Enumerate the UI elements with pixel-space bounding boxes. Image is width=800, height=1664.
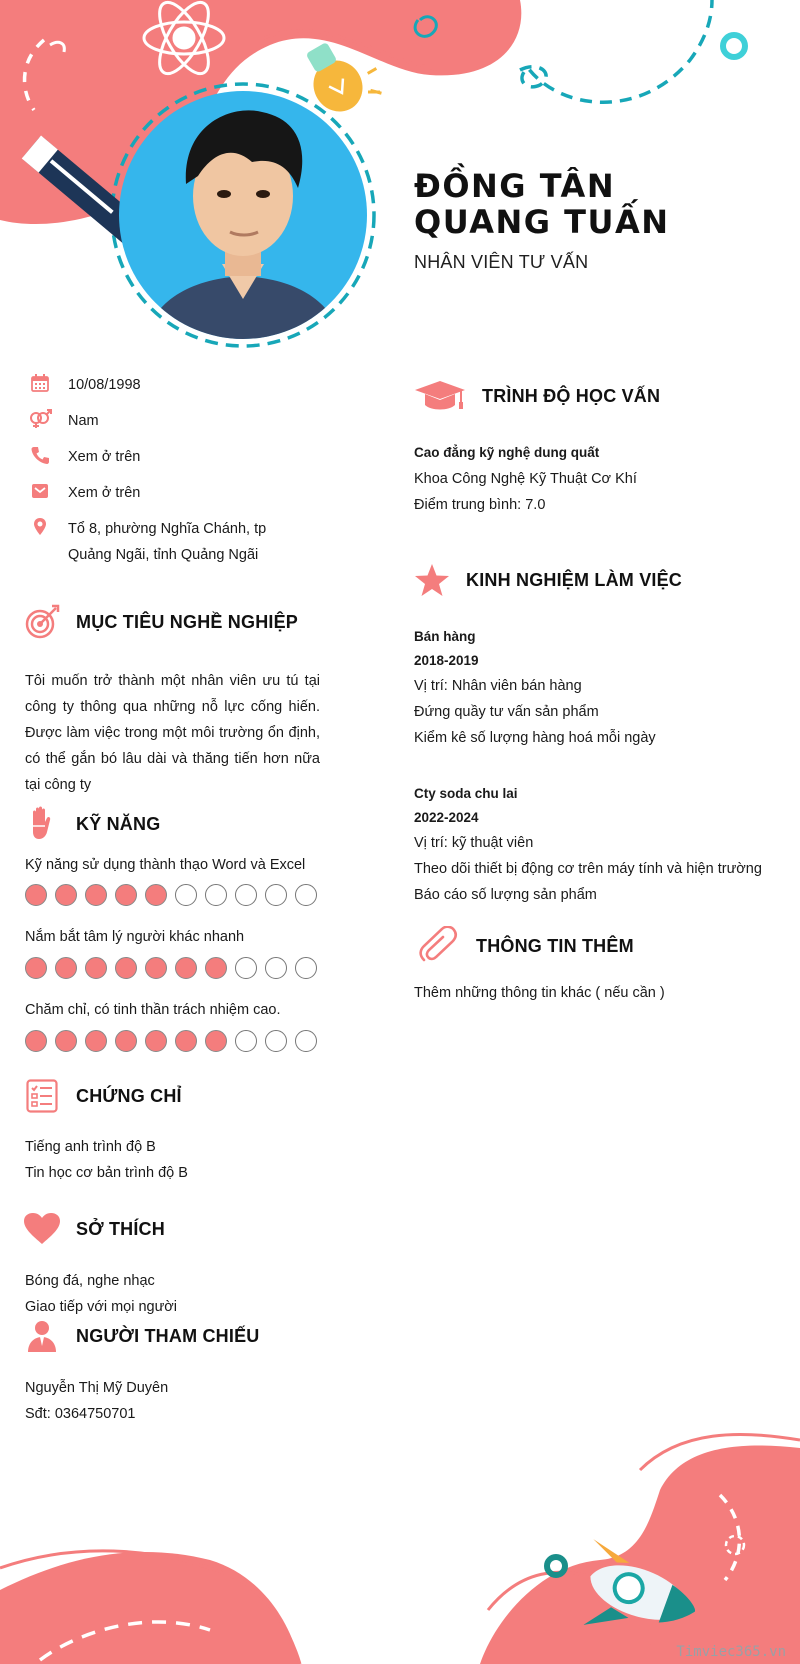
certificate-2: Tin học cơ bản trình độ B (25, 1165, 188, 1181)
education-school: Cao đẳng kỹ nghệ dung quất (414, 445, 600, 460)
info-address (28, 516, 328, 568)
job-1-duty-1: Đứng quầy tư vấn sản phẩm (414, 704, 599, 720)
star-icon (412, 562, 452, 598)
skill-label-2: Nắm bắt tâm lý người khác nhanh (25, 929, 245, 945)
job-1-period: 2018-2019 (414, 653, 479, 668)
target-icon (22, 604, 62, 640)
hand-icon (22, 806, 62, 842)
job-title: NHÂN VIÊN TƯ VẤN (414, 252, 589, 272)
references-header (22, 1318, 259, 1354)
calendar-icon (28, 372, 52, 394)
hobbies-heading: SỞ THÍCH (76, 1218, 165, 1239)
info-phone (28, 444, 328, 470)
rating-dot-empty (265, 884, 287, 906)
paperclip-icon (414, 928, 462, 964)
certificates-header (22, 1078, 182, 1114)
rating-dot-filled (115, 957, 137, 979)
rating-dot-filled (145, 884, 167, 906)
rating-dot-filled (55, 884, 77, 906)
job-1-duty-2: Kiểm kê số lượng hàng hoá mỗi ngày (414, 730, 656, 746)
objective-header (22, 604, 298, 640)
skill-label-3: Chăm chỉ, có tinh thần trách nhiệm cao. (25, 1002, 281, 1018)
checklist-icon (22, 1078, 62, 1114)
rating-dot-empty (265, 957, 287, 979)
skills-header (22, 806, 160, 842)
hobbies-header (22, 1211, 165, 1247)
graduation-cap-icon (412, 378, 468, 414)
gender-text: Nam (68, 413, 99, 429)
skill-rating-3 (25, 1030, 317, 1052)
job-2-duty-1: Theo dõi thiết bị động cơ trên máy tính và hiện trường (414, 861, 762, 877)
info-gender (28, 408, 328, 434)
rating-dot-filled (55, 1030, 77, 1052)
rating-dot-empty (295, 884, 317, 906)
objective-heading: MỤC TIÊU NGHỀ NGHIỆP (76, 611, 299, 632)
info-birthday (28, 372, 328, 398)
education-heading: TRÌNH ĐỘ HỌC VẤN (482, 385, 661, 406)
job-2-duty-2: Báo cáo số lượng sản phẩm (414, 887, 597, 903)
skills-heading: KỸ NĂNG (76, 813, 161, 834)
rating-dot-empty (235, 884, 257, 906)
person-icon (22, 1318, 62, 1354)
hobby-2: Giao tiếp với mọi người (25, 1299, 178, 1315)
rating-dot-filled (145, 1030, 167, 1052)
heart-icon (22, 1211, 62, 1247)
experience-header (412, 562, 682, 598)
rating-dot-filled (85, 957, 107, 979)
rating-dot-filled (25, 1030, 47, 1052)
education-header (412, 378, 660, 414)
address-text: Tổ 8, phường Nghĩa Chánh, tp Quảng Ngãi, tỉnh Quảng Ngãi (68, 521, 267, 563)
rating-dot-filled (205, 957, 227, 979)
job-1-position: Vị trí: Nhân viên bán hàng (414, 678, 582, 694)
extra-header (414, 928, 634, 964)
birthday-text: 10/08/1998 (68, 377, 141, 393)
rating-dot-empty (205, 884, 227, 906)
rating-dot-filled (85, 884, 107, 906)
rating-dot-filled (175, 1030, 197, 1052)
rating-dot-empty (295, 1030, 317, 1052)
extra-heading: THÔNG TIN THÊM (476, 935, 634, 956)
rating-dot-filled (25, 957, 47, 979)
info-email (28, 480, 328, 506)
hobby-1: Bóng đá, nghe nhạc (25, 1273, 155, 1289)
skill-rating-1 (25, 884, 317, 906)
rating-dot-filled (55, 957, 77, 979)
rating-dot-filled (175, 957, 197, 979)
education-faculty: Khoa Công Nghệ Kỹ Thuật Cơ Khí (414, 471, 637, 487)
rating-dot-empty (295, 957, 317, 979)
rating-dot-empty (175, 884, 197, 906)
job-2-company: Cty soda chu lai (414, 786, 518, 801)
candidate-name: ĐỒNG TÂN QUANG TUẤN (414, 167, 670, 241)
rating-dot-filled (115, 884, 137, 906)
references-heading: NGƯỜI THAM CHIẾU (76, 1325, 260, 1346)
rating-dot-filled (85, 1030, 107, 1052)
gender-icon (28, 408, 52, 430)
skill-label-1: Kỹ năng sử dụng thành thạo Word và Excel (25, 857, 306, 873)
rating-dot-filled (115, 1030, 137, 1052)
certificate-1: Tiếng anh trình độ B (25, 1139, 156, 1155)
rating-dot-filled (145, 957, 167, 979)
phone-text: Xem ở trên (68, 449, 141, 465)
job-2-position: Vị trí: kỹ thuật viên (414, 835, 534, 851)
certificates-heading: CHỨNG CHỈ (76, 1085, 182, 1106)
skill-rating-2 (25, 957, 317, 979)
rating-dot-filled (25, 884, 47, 906)
envelope-icon (28, 480, 52, 502)
rating-dot-empty (235, 957, 257, 979)
education-gpa: Điểm trung bình: 7.0 (414, 497, 546, 513)
extra-text: Thêm những thông tin khác ( nếu cần ) (414, 985, 665, 1001)
rating-dot-empty (235, 1030, 257, 1052)
objective-text: Tôi muốn trở thành một nhân viên ưu tú tại công ty thông qua những nỗ lực cống hiến. Được làm việc trong một môi trường ổn định, có thể gắn bó lâu dài và thăng tiến hơn nữa tại công ty (25, 673, 320, 793)
experience-heading: KINH NGHIỆM LÀM VIỆC (466, 569, 683, 590)
phone-icon (28, 444, 52, 466)
map-pin-icon (28, 516, 52, 538)
job-1-company: Bán hàng (414, 629, 476, 644)
reference-phone: Sđt: 0364750701 (25, 1406, 136, 1422)
watermark: Timviec365.vn (676, 1644, 786, 1660)
rating-dot-empty (265, 1030, 287, 1052)
avatar (112, 84, 374, 346)
rating-dot-filled (205, 1030, 227, 1052)
reference-name: Nguyễn Thị Mỹ Duyên (25, 1380, 169, 1396)
job-2-period: 2022-2024 (414, 810, 479, 825)
email-text: Xem ở trên (68, 485, 141, 501)
